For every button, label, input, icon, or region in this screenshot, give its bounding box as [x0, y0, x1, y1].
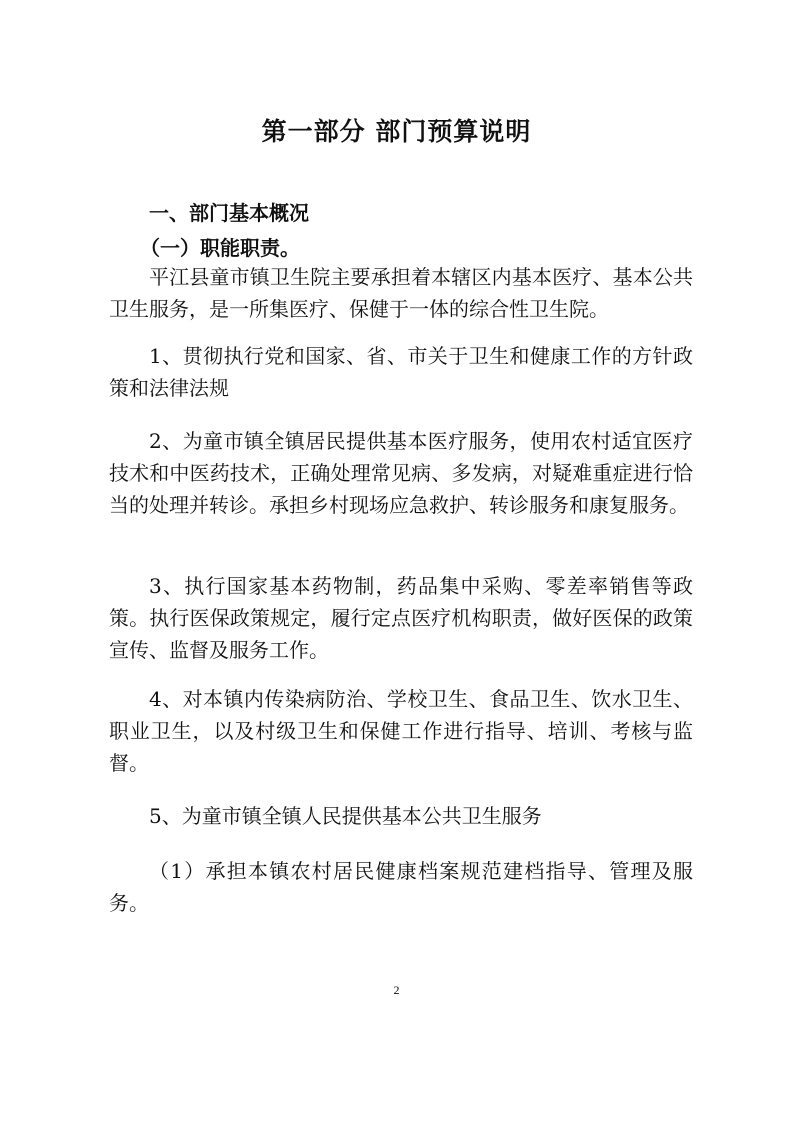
duty-item-2: 2、为童市镇全镇居民提供基本医疗服务，使用农村适宜医疗技术和中医药技术，正确处理常见病、多发病，对疑难重症进行恰当的处理并转诊。承担乡村现场应急救护、转诊服务和康复服务。	[109, 429, 693, 517]
duty-item-4: 4、对本镇内传染病防治、学校卫生、食品卫生、饮水卫生、职业卫生，以及村级卫生和保健工作进行指导、培训、考核与监督。	[109, 687, 693, 775]
page-number: 2	[393, 983, 400, 997]
duty-sub-item-1: （1）承担本镇农村居民健康档案规范建档指导、管理及服务。	[109, 859, 693, 915]
page-title: 第一部分 部门预算说明	[261, 117, 532, 146]
intro-paragraph: 平江县童市镇卫生院主要承担着本辖区内基本医疗、基本公共卫生服务，是一所集医疗、保健于一体的综合性卫生院。	[109, 265, 693, 321]
duty-item-1: 1、贯彻执行党和国家、省、市关于卫生和健康工作的方针政策和法律法规	[109, 344, 693, 400]
duty-item-3: 3、执行国家基本药物制，药品集中采购、零差率销售等政策。执行医保政策规定，履行定点医疗机构职责，做好医保的政策宣传、监督及服务工作。	[109, 574, 693, 662]
section-heading: 一、部门基本概况	[149, 201, 309, 225]
subsection-heading: （一）职能职责。	[140, 236, 300, 260]
duty-item-5: 5、为童市镇全镇人民提供基本公共卫生服务	[149, 804, 542, 828]
